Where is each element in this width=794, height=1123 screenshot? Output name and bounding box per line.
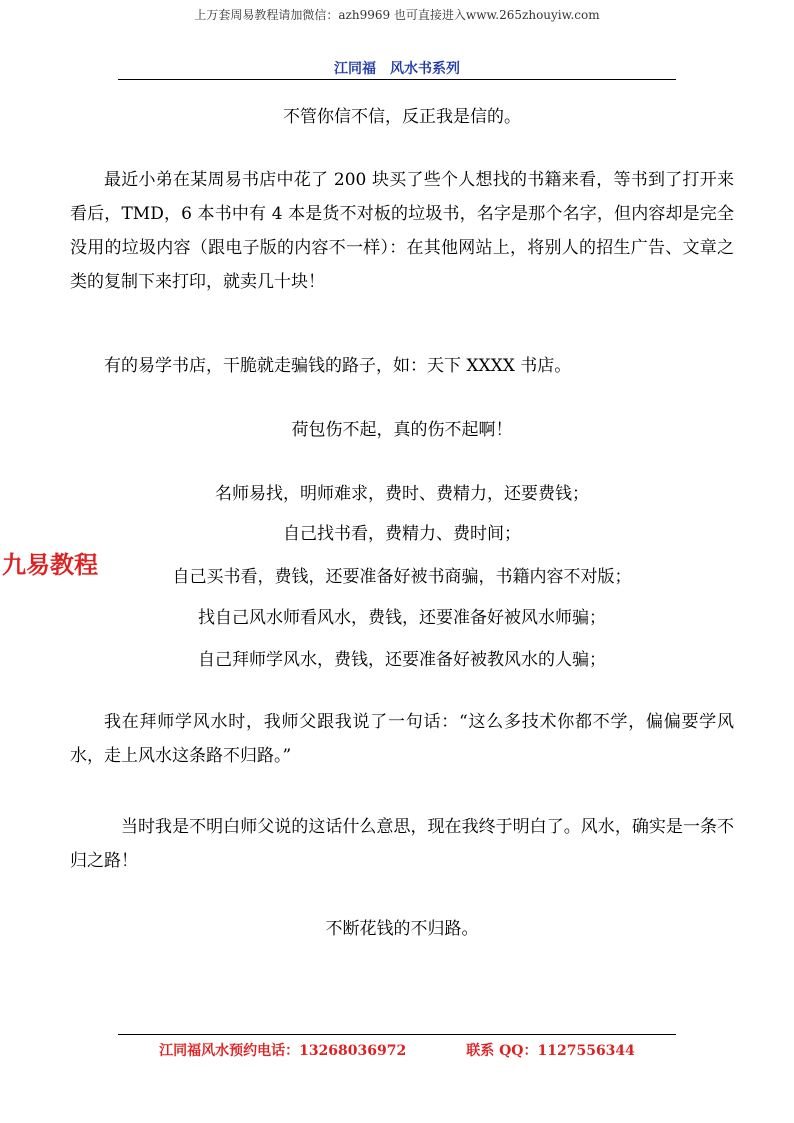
paragraph-wallet: 荷包伤不起，真的伤不起啊！ — [291, 420, 513, 440]
paragraph-intro: 不管你信不信，反正我是信的。 — [283, 107, 521, 127]
footer-qq: 联系 QQ：1127556344 — [466, 1043, 635, 1059]
list-item: 自己拜师学风水，费钱，还要准备好被教风水的人骗； — [198, 650, 606, 670]
footer-contact — [0, 1040, 794, 1060]
paragraph-master-quote: 我在拜师学风水时，我师父跟我说了一句话：“这么多技术你都不学，偏偏要学风水，走上风水这条路不归路。” — [70, 712, 734, 766]
list-item: 找自己风水师看风水，费钱，还要准备好被风水师骗； — [198, 608, 606, 628]
page-header-title: 江同福 风水书系列 — [334, 61, 460, 77]
footer-rule — [118, 1034, 676, 1035]
paragraph-bookstore: 最近小弟在某周易书店中花了 200 块买了些个人想找的书籍来看，等书到了打开来看后，TMD，6 本书中有 4 本是货不对板的垃圾书，名字是那个名字，但内容却是完全没用的垃圾内容（跟电子版的内容不一样）：在其他网站上，将别人的招生广告、文章之类的复制下来打印，就卖几十块！ — [70, 170, 734, 292]
watermark-logo: 九易教程 — [2, 551, 98, 579]
footer-phone: 江同福风水预约电话：13268036972 — [159, 1043, 407, 1059]
list-item: 名师易找，明师难求，费时、费精力，还要费钱； — [215, 484, 589, 504]
paragraph-scam-store: 有的易学书店，干脆就走骗钱的路子，如：天下 XXXX 书店。 — [104, 356, 572, 376]
list-item: 自己买书看，费钱，还要准备好被书商骗，书籍内容不对版； — [172, 567, 632, 587]
top-note: 上万套周易教程请加微信：azh9969 也可直接进入www.265zhouyiw.com — [194, 8, 600, 22]
paragraph-closing: 不断花钱的不归路。 — [325, 919, 479, 939]
paragraph-realization: 当时我是不明白师父说的这话什么意思，现在我终于明白了。风水，确实是一条不归之路！ — [70, 817, 734, 871]
list-item: 自己找书看，费精力、费时间； — [283, 524, 521, 544]
header-rule — [118, 79, 676, 80]
